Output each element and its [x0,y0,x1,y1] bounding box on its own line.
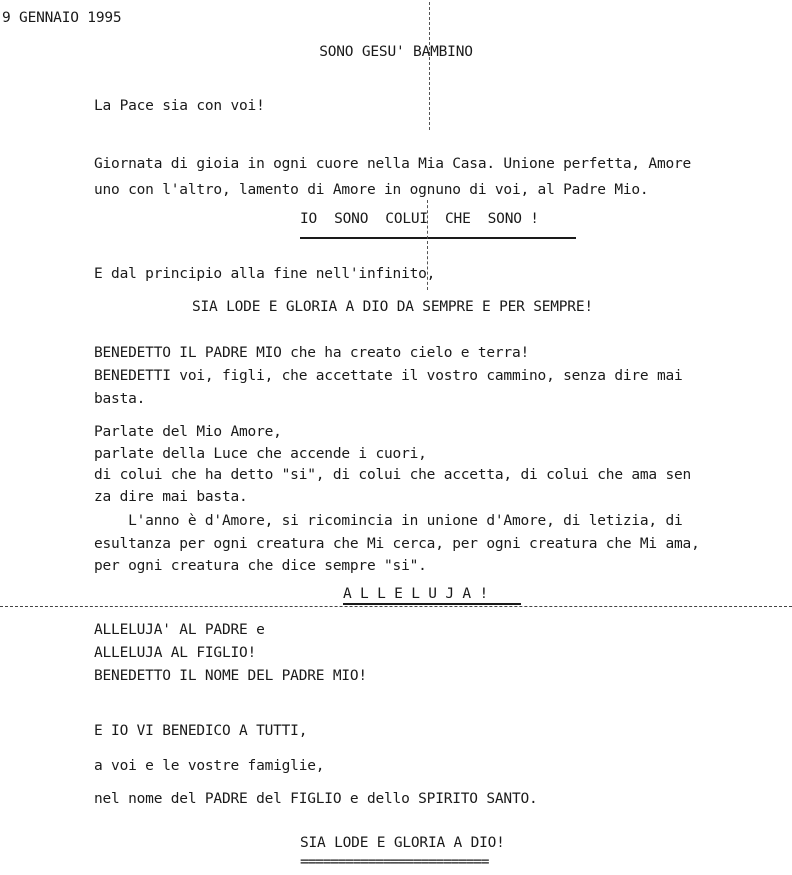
alleluja-line-2: ALLELUJA AL FIGLIO! [94,645,257,661]
paragraph-3-line-1: Parlate del Mio Amore, [94,424,282,440]
paragraph-3-line-6: esultanza per ogni creatura che Mi cerca, per ogni creatura che Mi ama, [94,536,700,552]
alleluja-line-3: BENEDETTO IL NOME DEL PADRE MIO! [94,668,367,684]
closing-line: SIA LODE E GLORIA A DIO! [300,835,505,851]
paragraph-3-line-3: di colui che ha detto "si", di colui che accetta, di colui che ama sen [94,467,692,483]
paragraph-3-line-2: parlate della Luce che accende i cuori, [94,446,427,462]
vertical-fold-line-top [429,2,430,130]
paragraph-3-line-7: per ogni creatura che dice sempre "si". [94,558,427,574]
alleluja-heading: A L L E L U J A ! [343,586,489,602]
lode-line-1: SIA LODE E GLORIA A DIO DA SEMPRE E PER SEMPRE! [192,299,593,315]
paragraph-1-line-2: uno con l'altro, lamento di Amore in ognuno di voi, al Padre Mio. [94,182,649,198]
paragraph-2-line-2: BENEDETTI voi, figli, che accettate il vostro cammino, senza dire mai [94,368,683,384]
blessing-line-3: nel nome del PADRE del FIGLIO e dello SPIRITO SANTO. [94,791,538,807]
paragraph-3-line-5: L'anno è d'Amore, si ricomincia in unione d'Amore, di letizia, di [94,513,683,529]
closing-rule: ========================= [300,854,489,870]
alleluja-underline [343,603,521,605]
line-principio: E dal principio alla fine nell'infinito, [94,266,436,282]
blessing-line-1: E IO VI BENEDICO A TUTTI, [94,723,308,739]
paragraph-2-line-3: basta. [94,391,146,407]
heading-io-underline [300,237,576,239]
paragraph-1-line-1: Giornata di gioia in ogni cuore nella Mia Casa. Unione perfetta, Amore [94,156,692,172]
heading-io-sono: IO SONO COLUI CHE SONO ! [300,211,539,227]
document-date: 9 GENNAIO 1995 [2,10,122,26]
document-title: SONO GESU' BAMBINO [319,44,473,60]
paragraph-2-line-1: BENEDETTO IL PADRE MIO che ha creato cielo e terra! [94,345,530,361]
paragraph-3-line-4: za dire mai basta. [94,489,248,505]
blessing-line-2: a voi e le vostre famiglie, [94,758,325,774]
alleluja-line-1: ALLELUJA' AL PADRE e [94,622,265,638]
dashed-fold-line [0,606,792,607]
vertical-fold-line-middle [427,200,428,290]
greeting: La Pace sia con voi! [94,98,265,114]
